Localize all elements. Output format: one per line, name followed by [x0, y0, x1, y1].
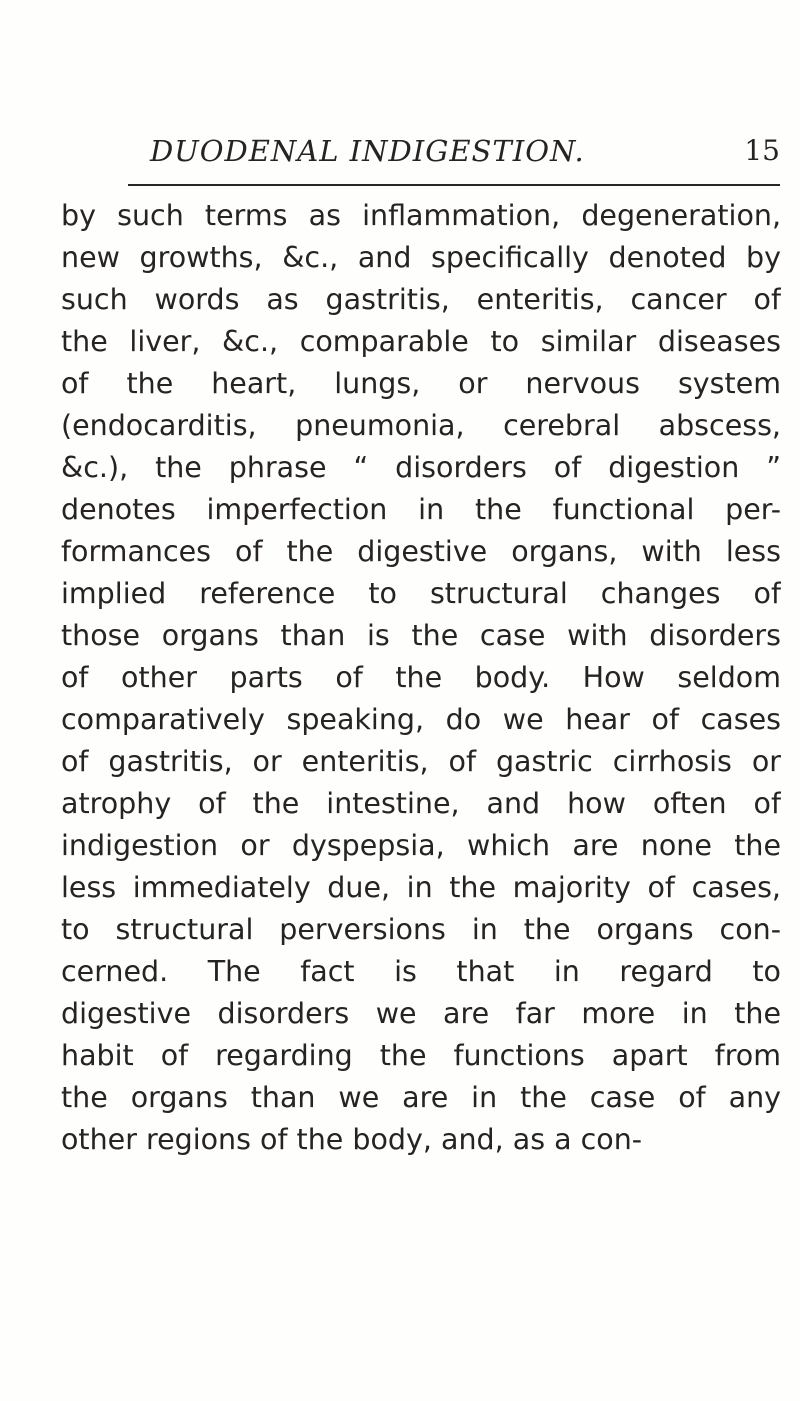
text-line: other regions of the body, and, as a con- [61, 1123, 643, 1156]
text-line: of other parts of the body. How seldom [61, 661, 781, 694]
text-line: comparatively speaking, do we hear of cases [61, 703, 781, 736]
running-header [60, 124, 780, 172]
text-line: new growths, &c., and specifically denoted by [61, 241, 781, 274]
text-line: indigestion or dyspepsia, which are none the [61, 829, 781, 862]
text-line: (endocarditis, pneumonia, cerebral abscess, [61, 409, 781, 442]
text-line: cerned. The fact is that in regard to [61, 955, 781, 988]
text-line: digestive disorders we are far more in the [61, 997, 781, 1030]
text-line: the liver, &c., comparable to similar diseases [61, 325, 781, 358]
text-line: implied reference to structural changes of [61, 577, 781, 610]
page-number: 15 [744, 134, 780, 167]
text-line: denotes imperfection in the functional per- [61, 493, 781, 526]
text-line: those organs than is the case with disorders [61, 619, 781, 652]
body-text [61, 195, 781, 1161]
running-title: DUODENAL INDIGESTION. [150, 134, 585, 168]
text-line: of the heart, lungs, or nervous system [61, 367, 781, 400]
text-line: the organs than we are in the case of any [61, 1081, 781, 1114]
text-line: atrophy of the intestine, and how often of [61, 787, 781, 820]
text-line: to structural perversions in the organs con- [61, 913, 781, 946]
text-line: formances of the digestive organs, with less [61, 535, 781, 568]
text-line: of gastritis, or enteritis, of gastric cirrhosis or [61, 745, 781, 778]
text-line: by such terms as inflammation, degeneration, [61, 199, 781, 232]
text-line: habit of regarding the functions apart from [61, 1039, 781, 1072]
header-rule [128, 184, 780, 186]
text-line: such words as gastritis, enteritis, cancer of [61, 283, 781, 316]
text-line: &c.), the phrase “ disorders of digestion ” [61, 451, 781, 484]
text-line: less immediately due, in the majority of cases, [61, 871, 781, 904]
